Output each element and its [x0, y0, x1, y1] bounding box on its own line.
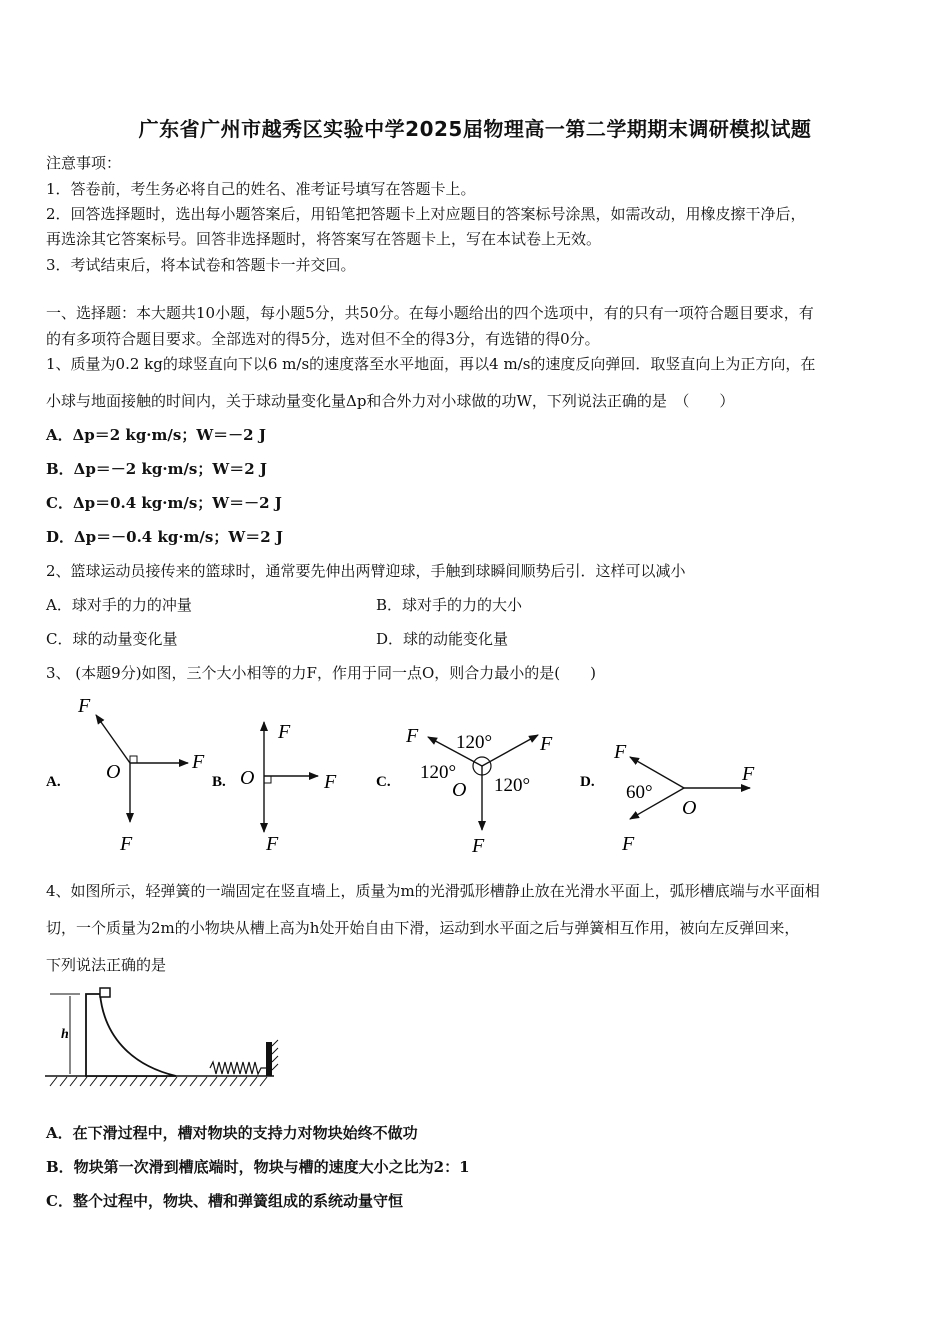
question-4-option-a: A．在下滑过程中，槽对物块的支持力对物块始终不做功	[46, 1124, 418, 1142]
right-angle-mark	[264, 776, 271, 783]
angle-label: 120°	[494, 775, 531, 796]
origin-label: O	[682, 797, 697, 819]
notice-item: 3．考试结束后，将本试卷和答题卡一并交回。	[46, 256, 356, 274]
spring	[210, 1062, 266, 1074]
notice-item: 1．答卷前，考生务必将自己的姓名、准考证号填写在答题卡上。	[46, 180, 476, 198]
diagram-b-label: B.	[212, 774, 226, 790]
angle-label: 120°	[420, 762, 457, 783]
question-4-stem: 切，一个质量为2m的小物块从槽上高为h处开始自由下滑，运动到水平面之后与弹簧相互作用，被向左反弹回来，	[46, 919, 800, 937]
notice-item: 再选涂其它答案标号。回答非选择题时，将答案写在答题卡上，写在本试卷上无效。	[46, 230, 602, 248]
page-title: 广东省广州市越秀区实验中学2025届物理高一第二学期期末调研模拟试题	[138, 117, 812, 141]
origin-label: O	[452, 779, 467, 801]
force-label: F	[472, 835, 485, 857]
question-2-option-c: C．球的动量变化量	[46, 630, 178, 648]
question-4-option-c: C．整个过程中，物块、槽和弹簧组成的系统动量守恒	[46, 1192, 403, 1210]
notice-heading: 注意事项：	[46, 154, 122, 172]
question-1-option-a: A．Δp＝2 kg·m/s；W＝－2 J	[46, 426, 266, 444]
question-1-stem: 小球与地面接触的时间内，关于球动量变化量Δp和合外力对小球做的功W，下列说法正确的是 （ ）	[46, 392, 735, 410]
small-block	[100, 988, 110, 997]
force-label: F	[622, 833, 635, 855]
right-angle-mark	[130, 756, 137, 763]
wall-hatching	[272, 1040, 278, 1070]
force-label: F	[278, 721, 291, 743]
question-1-option-d: D．Δp＝－0.4 kg·m/s；W＝2 J	[46, 528, 283, 546]
force-label: F	[614, 741, 627, 763]
notice-item: 2．回答选择题时，选出每小题答案后，用铅笔把答题卡上对应题目的答案标号涂黑，如需改动，用橡皮擦干净后，	[46, 205, 806, 223]
angle-label: 120°	[456, 732, 493, 753]
force-label: F	[120, 833, 133, 855]
diagram-c	[376, 725, 553, 857]
question-4-option-b: B．物块第一次滑到槽底端时，物块与槽的速度大小之比为2：1	[46, 1158, 470, 1176]
diagram-c-label: C.	[376, 774, 391, 790]
question-4-stem: 下列说法正确的是	[46, 956, 167, 974]
height-label: h	[61, 1027, 69, 1042]
origin-label: O	[106, 761, 121, 783]
angle-label: 60°	[626, 782, 653, 803]
diagram-a-label: A.	[46, 774, 61, 790]
diagram-b	[212, 721, 337, 855]
force-label: F	[406, 725, 419, 747]
force-diagrams	[40, 690, 780, 860]
diagram-a	[46, 695, 205, 855]
force-label: F	[742, 763, 755, 785]
question-1-option-c: C．Δp＝0.4 kg·m/s；W＝－2 J	[46, 494, 282, 512]
force-label: F	[266, 833, 279, 855]
diagram-d-label: D.	[580, 774, 595, 790]
wall	[266, 1042, 272, 1076]
question-1-stem: 1、质量为0.2 kg的球竖直向下以6 m/s的速度落至水平地面，再以4 m/s的速度反向弹回．取竖直向上为正方向，在	[46, 355, 816, 373]
force-label: F	[324, 771, 337, 793]
force-label: F	[78, 695, 91, 717]
question-2-option-b: B．球对手的力的大小	[376, 596, 523, 614]
question-2-option-a: A．球对手的力的冲量	[46, 596, 192, 614]
question-4-stem: 4、如图所示，轻弹簧的一端固定在竖直墙上，质量为m的光滑弧形槽静止放在光滑水平面上，弧形槽底端与水平面相	[46, 882, 820, 900]
curved-trough	[86, 994, 176, 1076]
diagram-d	[580, 741, 755, 855]
force-arrow	[96, 715, 130, 763]
slope-spring-diagram	[40, 980, 290, 1090]
ground-hatching	[50, 1077, 267, 1086]
question-2-option-d: D．球的动能变化量	[376, 630, 509, 648]
question-3-stem: 3、 (本题9分)如图，三个大小相等的力F，作用于同一点O，则合力最小的是( )	[46, 664, 596, 682]
question-1-option-b: B．Δp＝－2 kg·m/s；W＝2 J	[46, 460, 267, 478]
force-label: F	[540, 733, 553, 755]
section-instructions: 一、选择题：本大题共10小题，每小题5分，共50分。在每小题给出的四个选项中，有的只有一项符合题目要求，有	[46, 304, 814, 322]
force-label: F	[192, 751, 205, 773]
origin-label: O	[240, 767, 255, 789]
question-2-stem: 2、篮球运动员接传来的篮球时，通常要先伸出两臂迎球，手触到球瞬间顺势后引．这样可以减小	[46, 562, 686, 580]
section-instructions: 的有多项符合题目要求。全部选对的得5分，选对但不全的得3分，有选错的得0分。	[46, 330, 600, 348]
